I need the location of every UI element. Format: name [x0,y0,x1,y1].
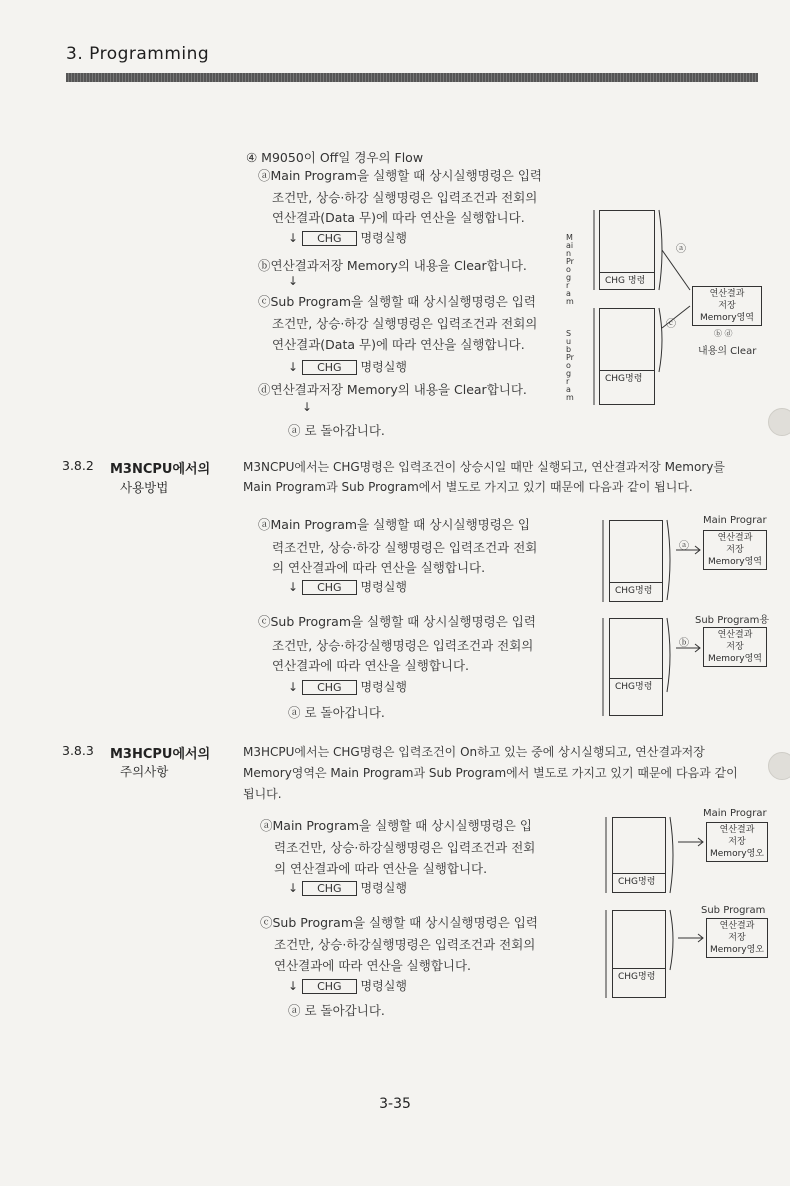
down-arrow: ↓ [288,580,299,594]
step-a-line3: 연산결과(Data 무)에 따라 연산을 실행합니다. [272,210,525,225]
step-d-line1: ⓓ연산결과저장 Memory의 내용을 Clear합니다. [258,382,527,397]
box-line: 저장 [728,933,746,943]
box-line: Memory영오 [710,849,764,859]
clear-label: 내용의 Clear [698,346,757,357]
down-arrow: ↓ [302,400,313,414]
cmd-text: 명령실행 [360,360,407,374]
sub-program-label: Sub Program [701,905,766,916]
cmd-text: 명령실행 [360,979,407,993]
label-b: ⓑ [679,638,689,649]
chg-cell-sub: CHG명령 [612,968,666,988]
box-line: Memory영역 [700,313,754,323]
back-to-a: ⓐ 로 돌아갑니다. [288,1003,385,1018]
step-c-line3: 연산결과에 따라 연산을 실행합니다. [272,658,470,673]
step-c-line3: 연산결과에 따라 연산을 실행합니다. [274,958,472,973]
back-to-a: ⓐ 로 돌아갑니다. [288,705,385,720]
binder-hole [768,752,790,780]
step-c-line3: 연산결과(Data 무)에 따라 연산을 실행합니다. [272,337,525,352]
section-body-line3: 됩니다. [243,787,282,801]
cmd-text: 명령실행 [360,881,407,895]
step-a-line3: 의 연산결과에 따라 연산을 실행합니다. [272,560,486,575]
box-line: 연산결과 [717,630,753,640]
cmd-text: 명령실행 [360,231,407,245]
chg-cell-main: CHG명령 [612,873,666,893]
section-subtitle: 사용방법 [120,480,169,495]
step-c-line1: ⓒSub Program을 실행할 때 상시실행명령은 입력 [258,614,536,629]
step-a-line2: 조건만, 상승·하강 실행명령은 입력조건과 전회의 [272,190,538,205]
box-line: 연산결과 [719,825,755,835]
box-line: 저장 [726,642,744,652]
box-line: 연산결과 [709,289,745,299]
step-b-line1: ⓑ연산결과저장 Memory의 내용을 Clear합니다. [258,258,527,273]
label-c: ⓒ [666,319,676,330]
step-c-line2: 조건만, 상승·하강실행명령은 입력조건과 전회의 [274,937,536,952]
step-a-line2: 력조건만, 상승·하강실행명령은 입력조건과 전회 [274,840,536,855]
label-bd: ⓑ ⓓ [714,329,733,338]
main-label-vertical: Main Program [566,233,574,306]
section-body-line1: M3HCPU에서는 CHG명령은 입력조건이 On하고 있는 중에 상시실행되고, 연산결과저장 [243,745,705,759]
chg-cell-main: CHG 명령 [599,272,655,290]
down-arrow: ↓ [288,881,299,895]
step-c-line1: ⓒSub Program을 실행할 때 상시실행명령은 입력 [260,915,538,930]
down-arrow: ↓ [288,274,299,288]
chg-cell-main: CHG명령 [609,582,663,602]
chg-cell-sub: CHG명령 [609,678,663,698]
step-a-line3: 의 연산결과에 따라 연산을 실행합니다. [274,861,488,876]
binder-hole [768,408,790,436]
section-body-line1: M3NCPU에서는 CHG명령은 입력조건이 상승시일 때만 실행되고, 연산결과저장 Memory를 [243,460,725,474]
chg-box: CHG [302,680,356,695]
label-a: ⓐ [679,541,689,552]
step-c-line2: 조건만, 상승·하강 실행명령은 입력조건과 전회의 [272,316,538,331]
box-line: 저장 [726,545,744,555]
chg-cell-sub: CHG명령 [599,370,655,388]
box-line: Memory영역 [708,557,762,567]
chapter-title: 3. Programming [66,44,210,64]
step-c-line1: ⓒSub Program을 실행할 때 상시실행명령은 입력 [258,294,536,309]
section-number: 3.8.2 [62,458,94,473]
section-body-line2: Memory영역은 Main Program과 Sub Program에서 별도로 가지고 있기 때문에 다음과 같이 [243,766,738,780]
down-arrow: ↓ [288,680,299,694]
page-number: 3-35 [379,1096,411,1112]
box-line: 연산결과 [717,533,753,543]
section-number: 3.8.3 [62,743,94,758]
box-line: 저장 [718,301,736,311]
section-body-line2: Main Program과 Sub Program에서 별도로 가지고 있기 때문에 다음과 같이 됩니다. [243,480,693,494]
section-subtitle: 주의사항 [120,764,169,779]
cmd-text: 명령실행 [360,680,407,694]
sub-label-vertical: Sub Program [566,329,574,402]
chg-box: CHG [302,580,356,595]
box-line: 저장 [728,837,746,847]
main-program-label: Main Prograr [703,515,767,526]
flow-heading: ④ M9050이 Off일 경우의 Flow [246,150,424,165]
section-title: M3NCPU에서의 [110,462,211,477]
chg-box: CHG [302,979,356,994]
chg-box: CHG [302,231,356,246]
chg-box: CHG [302,360,356,375]
sub-program-label: Sub Program용 [695,615,770,626]
step-c-line2: 조건만, 상승·하강실행명령은 입력조건과 전회의 [272,638,534,653]
back-to-a: ⓐ 로 돌아갑니다. [288,423,385,438]
step-a-line1: ⓐMain Program을 실행할 때 상시실행명령은 입 [260,818,532,833]
label-a: ⓐ [676,244,686,255]
cmd-text: 명령실행 [360,580,407,594]
box-line: Memory영역 [708,654,762,664]
box-line: Memory영오 [710,945,764,955]
step-a-line2: 력조건만, 상승·하강 실행명령은 입력조건과 전회 [272,540,538,555]
step-a-line1: ⓐMain Program을 실행할 때 상시실행명령은 입력 [258,168,542,183]
down-arrow: ↓ [288,231,299,245]
down-arrow: ↓ [288,979,299,993]
section-title: M3HCPU에서의 [110,747,211,762]
chg-box: CHG [302,881,356,896]
box-line: 연산결과 [719,921,755,931]
main-program-label: Main Prograr [703,808,767,819]
down-arrow: ↓ [288,360,299,374]
step-a-line1: ⓐMain Program을 실행할 때 상시실행명령은 입 [258,517,530,532]
